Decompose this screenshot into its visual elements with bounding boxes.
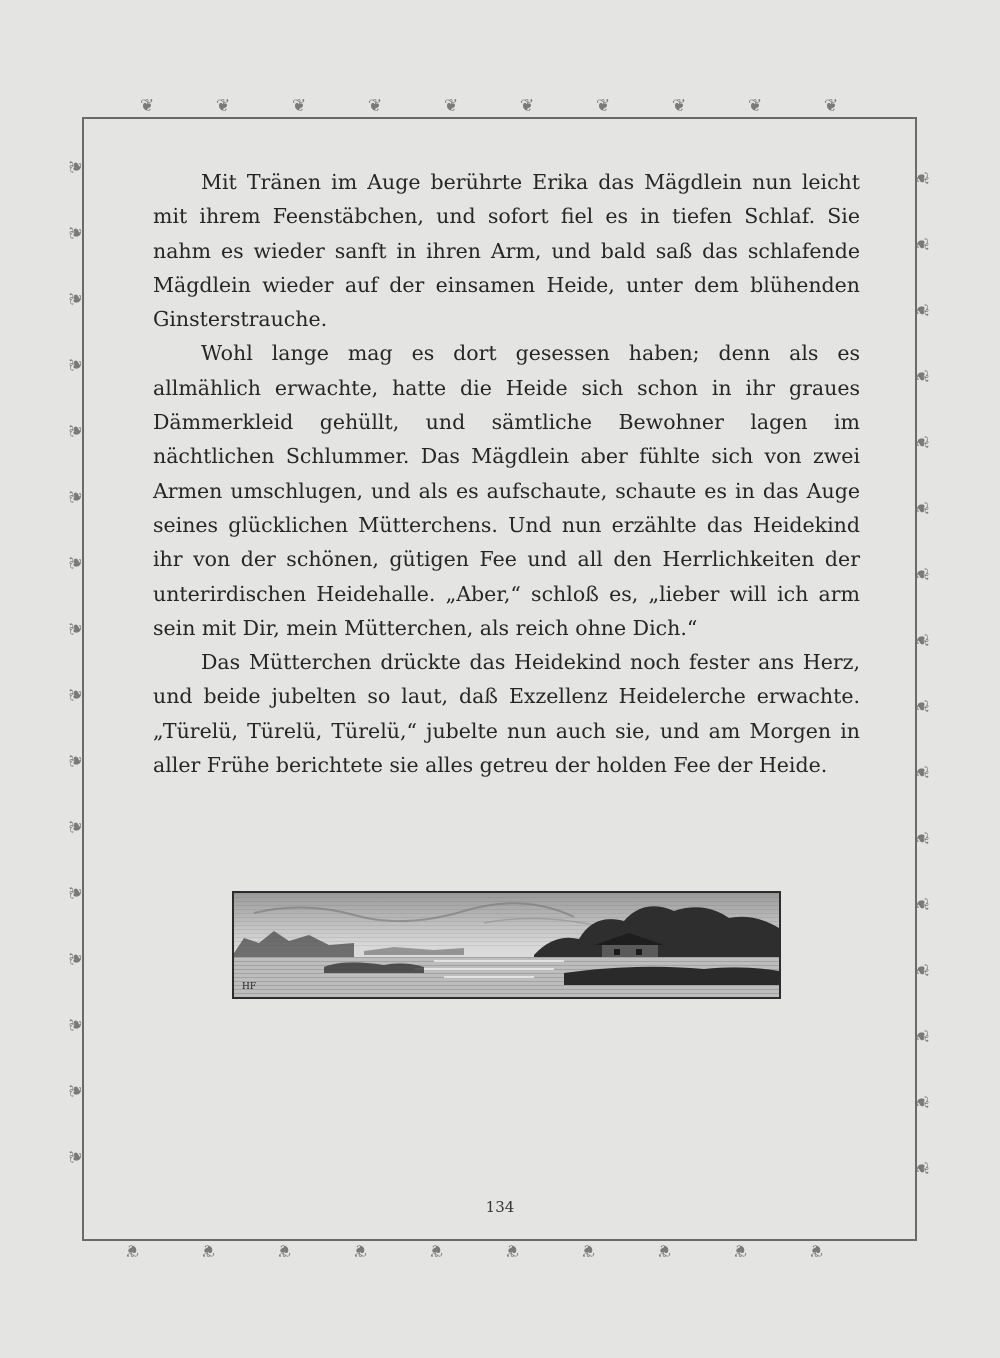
floral-sprig-icon: ❦: [748, 96, 763, 116]
floral-sprig-icon: ❦: [733, 1240, 748, 1260]
floral-sprig-icon: ❦: [911, 567, 932, 582]
floral-sprig-icon: ❦: [66, 1083, 87, 1098]
floral-sprig-icon: ❦: [911, 1029, 932, 1044]
floral-sprig-icon: ❦: [66, 159, 87, 174]
floral-sprig-icon: ❦: [66, 819, 87, 834]
floral-sprig-icon: ❦: [201, 1240, 216, 1260]
floral-sprig-icon: ❦: [66, 1149, 87, 1164]
floral-sprig-icon: ❦: [66, 489, 87, 504]
floral-sprig-icon: ❦: [216, 96, 231, 116]
floral-sprig-icon: ❦: [911, 699, 932, 714]
floral-sprig-icon: ❦: [444, 96, 459, 116]
floral-sprig-icon: ❦: [911, 435, 932, 450]
floral-sprig-icon: ❦: [911, 633, 932, 648]
floral-sprig-icon: ❦: [66, 885, 87, 900]
floral-sprig-icon: ❦: [672, 96, 687, 116]
landscape-engraving: [232, 891, 781, 999]
border-left-line: [82, 117, 84, 1241]
paragraph: Das Mütterchen drückte das Heidekind noch fester ans Herz, und beide jubelten so laut, daß Exzellenz Heidelerche erwachte. „Türelü, Türelü, Türelü,“ jubelte nun auch sie, und am Morgen in aller Frühe berichtete sie alles getreu der holden Fee der Heide.: [153, 650, 860, 778]
floral-sprig-icon: ❦: [66, 951, 87, 966]
floral-sprig-icon: ❦: [911, 765, 932, 780]
floral-sprig-icon: ❦: [429, 1240, 444, 1260]
floral-sprig-icon: ❦: [520, 96, 535, 116]
floral-sprig-icon: ❦: [66, 753, 87, 768]
floral-sprig-icon: ❦: [911, 897, 932, 912]
floral-sprig-icon: ❦: [911, 171, 932, 186]
floral-sprig-icon: ❦: [596, 96, 611, 116]
floral-sprig-icon: ❦: [66, 621, 87, 636]
paragraph: Wohl lange mag es dort gesessen haben; denn als es allmählich erwachte, hatte die Heide sich schon in ihr graues Dämmerkleid gehüllt, und sämtliche Bewohner lagen im nächtlichen Schlummer. Das Mägdlein aber fühlte sich von zwei Armen umschlugen, und als es aufschaute, schaute es in das Auge seines glücklichen Mütterchens. Und nun erzählte das Heidekind ihr von der schönen, gütigen Fee und all den Herrlichkeiten der unterirdischen Heidehalle. „Aber,“ schloß es, „lieber will ich arm sein mit Dir, mein Mütterchen, als reich ohne Dich.“: [153, 341, 860, 640]
floral-sprig-icon: ❦: [66, 225, 87, 240]
border-top-line: [82, 117, 917, 119]
floral-sprig-icon: ❦: [911, 303, 932, 318]
floral-sprig-icon: ❦: [581, 1240, 596, 1260]
floral-sprig-icon: ❦: [66, 555, 87, 570]
floral-sprig-icon: ❦: [911, 501, 932, 516]
floral-sprig-icon: ❦: [809, 1240, 824, 1260]
floral-sprig-icon: ❦: [505, 1240, 520, 1260]
floral-sprig-icon: ❦: [911, 963, 932, 978]
floral-sprig-icon: ❦: [368, 96, 383, 116]
floral-sprig-icon: ❦: [824, 96, 839, 116]
floral-sprig-icon: ❦: [911, 831, 932, 846]
floral-sprig-icon: ❦: [66, 423, 87, 438]
floral-sprig-icon: ❦: [66, 1017, 87, 1032]
floral-sprig-icon: ❦: [911, 369, 932, 384]
body-text: [153, 165, 860, 782]
floral-sprig-icon: ❦: [353, 1240, 368, 1260]
page-number: 134: [485, 1198, 515, 1216]
paragraph: Mit Tränen im Auge berührte Erika das Mägdlein nun leicht mit ihrem Feenstäbchen, und sofort fiel es in tiefen Schlaf. Sie nahm es wieder sanft in ihren Arm, und bald saß das schlafende Mägdlein wieder auf der einsamen Heide, unter dem blühenden Ginsterstrauche.: [153, 170, 860, 332]
floral-sprig-icon: ❦: [125, 1240, 140, 1260]
floral-sprig-icon: ❦: [911, 1095, 932, 1110]
floral-sprig-icon: ❦: [911, 1161, 932, 1176]
floral-sprig-icon: ❦: [292, 96, 307, 116]
artist-signature: HF: [242, 982, 257, 992]
border-right-line: [915, 117, 917, 1241]
floral-sprig-icon: ❦: [66, 687, 87, 702]
floral-sprig-icon: ❦: [657, 1240, 672, 1260]
floral-sprig-icon: ❦: [140, 96, 155, 116]
landscape-engraving-image: [234, 893, 779, 997]
floral-sprig-icon: ❦: [911, 237, 932, 252]
floral-sprig-icon: ❦: [66, 291, 87, 306]
floral-sprig-icon: ❦: [277, 1240, 292, 1260]
floral-sprig-icon: ❦: [66, 357, 87, 372]
